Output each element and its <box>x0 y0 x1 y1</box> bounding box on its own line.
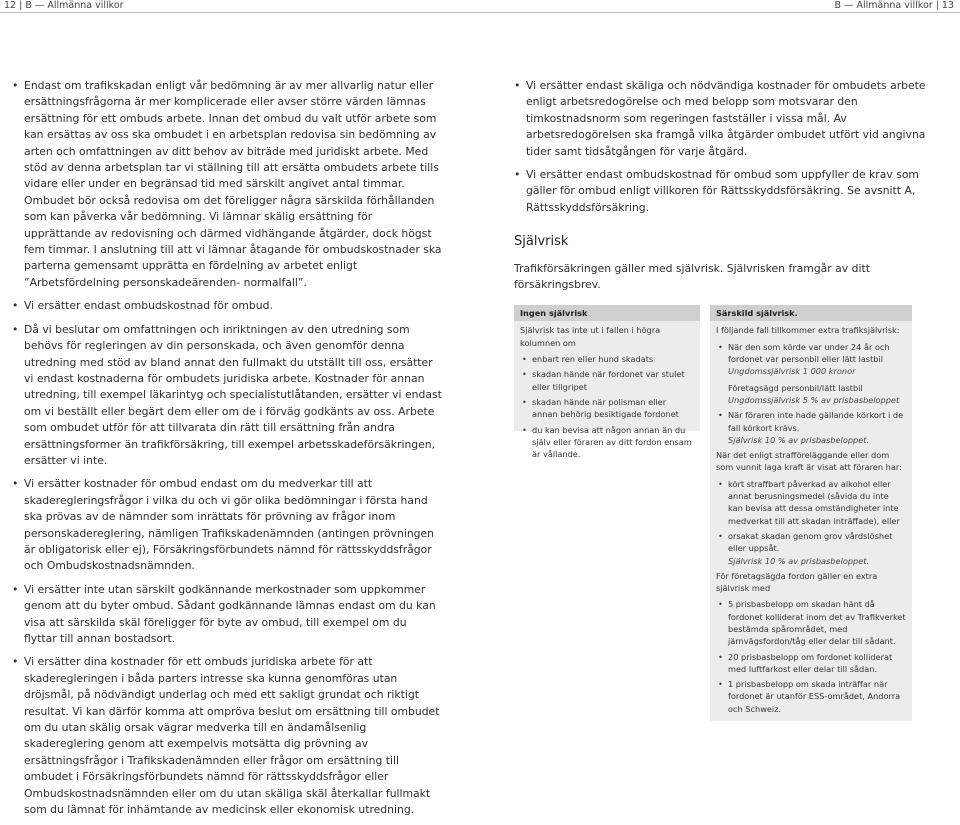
list-item: • Vi ersätter endast ombudskostnad för ombud som uppfyller de krav som gäller för ombud enligt villkoren för Rättsskyddsförsäkring. Se avsnitt A, Rättsskyddsförsäkring. <box>514 167 952 216</box>
table-list-item <box>716 409 906 446</box>
table-list-item: • skadan hände när polisman eller annan behörig besiktigade fordonet <box>520 396 694 421</box>
table-list <box>716 598 906 715</box>
table-sarskild-sjalvrisk <box>710 305 912 721</box>
table-list-item: • 1 prisbasbelopp om skada inträffar när fordonet är utanför ESS-området, Andorra och Schweiz. <box>716 678 906 715</box>
table-mid-text: När det enligt strafföreläggande eller dom som vunnit laga kraft är visat att föraren har: <box>716 450 902 473</box>
list-item: • Endast om trafikskadan enligt vår bedömning är av mer allvarlig natur eller ersättningsfrågorna är mer komplicerade eller avser större värden lämnas ersättning för ett ombuds arbete. Innan det ombud du valt utför arbete som kan ersättas av oss ska ombudet i en arbetsplan redovisa sin bedömning av arten och omfattningen av ditt behov av biträde med juridiskt arbete. Med stöd av denna arbetsplan tar vi ställning till att ersätta ombudets arbete tills vidare eller under en begränsad tid med särskilt angivet antal timmar. Ombudet bör också redovisa om det föreligger några särskilda förhållanden som kan påverka vår bedömning. Vi lämnar skälig ersättning för upprättande av redovisning och därmed vidhängande åtgärder, dock högst fem timmar. I anslutning till att vi lämnar åtagande för ombudskostnader ska parterna gemensamt upprätta en fördelning av arbetet enligt ”Arbetsfördelning personskadeärenden- normalfall”. <box>12 78 442 291</box>
table-header: Särskild självrisk. <box>710 305 912 321</box>
table-list-item: • 5 prisbasbelopp om skadan hänt då fordonet kolliderat inom det av Trafikverket bestämda spårområdet, med järnvägsfordon/tåg eller delar till sådant. <box>716 598 906 647</box>
list-item: • Vi ersätter dina kostnader för ett ombuds juridiska arbete för att skaderegleringen i båda parters intresse ska kunna genomföras utan dröjsmål, på nödvändigt underlag och med ett sakligt grundat och riktigt resultat. Vi kan därför komma att ompröva beslut om ersättning till ombudet om du utan skälig orsak vägrar medverka till en ändamålsenlig skadereglering genom att exempelvis motsätta dig prövning av ersättningsfrågor i Trafikskadenämnden eller frågor om ersättning till ombudet i Försäkringsförbundets nämnd för rättsskyddsfrågor eller Ombudskostnadsnämnden eller om du utan skäliga skäl återkallar fullmakt som du lämnat för inhämtande av medicinsk eller ekonomisk utredning. <box>12 654 442 818</box>
right-bullet-list <box>514 78 952 216</box>
item-note: Självrisk 10 % av prisbasbeloppet. <box>728 555 870 566</box>
left-bullet-list <box>12 78 442 818</box>
list-item: • Vi ersätter endast skäliga och nödvändiga kostnader för ombudets arbete enligt arbetsredogörelse och med belopp som motsvarar den timkostnadsnorm som regeringen fastställer i vissa mål. Av arbetsredogörelsen ska framgå vilka åtgärder ombudet utfört vid angivna tider samt tidsåtgången för varje åtgärd. <box>514 78 952 160</box>
list-item: • Då vi beslutar om omfattningen och inriktningen av den utredning som behövs för regleringen av din personskada, och även genomför denna utredning med stöd av bland annat den fullmakt du utställt till oss, ersätter vi endast kostnaderna för ombudets juridiska arbete. Kostnader för annan utredning, till exempel läkarintyg och specialistutlåtanden, ersätter vi endast om vi beställt eller begärt dem eller om de i förväg godkänts av oss. Arbete som ombudet utför för att tillvarata din rätt till ersättning från andra ersättningsformer än trafikförsäkring, till exempel arbetsskadeförsäkringen, ersätter vi inte. <box>12 322 442 470</box>
table-list-item: • du kan bevisa att någon annan än du själv eller föraren av ditt fordon ensam är vållande. <box>520 424 694 461</box>
table-list-item: • kört straffbart påverkad av alkohol eller annat berusningsmedel (såvida du inte kan bevisa att dessa omständigheter inte medverkat till att skadan inträffade), eller <box>716 478 906 527</box>
table-list-item: • 20 prisbasbelopp om fordonet kolliderat med luftfarkost eller delar till sådan. <box>716 651 906 676</box>
table-list <box>520 353 694 460</box>
section-heading-sjalvrisk: Självrisk <box>514 234 569 250</box>
table-company-text: För företagsägda fordon gäller en extra självrisk med <box>716 570 878 594</box>
table-lead: Självrisk tas inte ut i fallen i högra kolumnen om <box>520 325 661 348</box>
table-list <box>716 478 906 567</box>
table-list-item <box>716 341 906 406</box>
item-note: Självrisk 10 % av prisbasbeloppet. <box>728 434 870 445</box>
table-ingen-sjalvrisk <box>514 305 700 460</box>
table-body <box>710 321 912 722</box>
item-text: • orsakat skadan genom grov vårdslöshet eller uppsåt. <box>728 530 893 554</box>
left-column <box>12 78 442 825</box>
running-header-right: B — Allmänna villkor | 13 <box>834 0 954 11</box>
item-text: • När den som körde var under 24 år och fordonet var personbil eller lätt lastbil <box>728 341 890 365</box>
header-rule <box>0 12 960 13</box>
sjalvrisk-intro: Trafikförsäkringen gäller med självrisk. Självrisken framgår av ditt försäkringsbrev. <box>514 261 870 292</box>
table-header: Ingen självrisk <box>514 305 700 321</box>
list-item: • Vi ersätter endast ombudskostnad för ombud. <box>12 298 442 314</box>
item-extra: Företagsägd personbil/lätt lastbil <box>728 382 863 393</box>
running-header-left: 12 | B — Allmänna villkor <box>4 0 124 11</box>
table-lead: I följande fall tillkommer extra trafiksjälvrisk: <box>716 325 900 336</box>
list-item: • Vi ersätter kostnader för ombud endast om du medverkar till att skaderegleringsfrågor i vilka du och vi gör olika bedömningar i första hand ska prövas av de nämnder som inrättats för prövning av frågor inom personskadereglering, nämligen Trafikskadenämnden (antingen prövningen är obligatorisk eller ej), Försäkringsförbundets nämnd för rättsskyddsfrågor och Ombudskostnadsnämnden. <box>12 476 442 574</box>
table-list-item <box>716 530 906 567</box>
item-note: Ungdomssjälvrisk 1 000 kronor <box>728 366 856 377</box>
table-body <box>514 321 700 467</box>
sjalvrisk-tables <box>514 305 952 725</box>
table-list-item: • enbart ren eller hund skadats <box>520 353 694 365</box>
list-item: • Vi ersätter inte utan särskilt godkännande merkostnader som uppkommer genom att du byter ombud. Sådant godkännande lämnas endast om du kan visa att särskilda skäl föreligger för byte av ombud, till exempel om du flyttar till annan bostadsort. <box>12 582 442 648</box>
item-note: Ungdomssjälvrisk 5 % av prisbasbeloppet <box>728 394 900 405</box>
table-list-item: • skadan hände när fordonet var stulet eller tillgripet <box>520 368 694 393</box>
right-column <box>514 78 952 725</box>
table-list <box>716 341 906 446</box>
item-text: • När föraren inte hade gällande körkort i de fall körkort krävs. <box>728 410 904 433</box>
